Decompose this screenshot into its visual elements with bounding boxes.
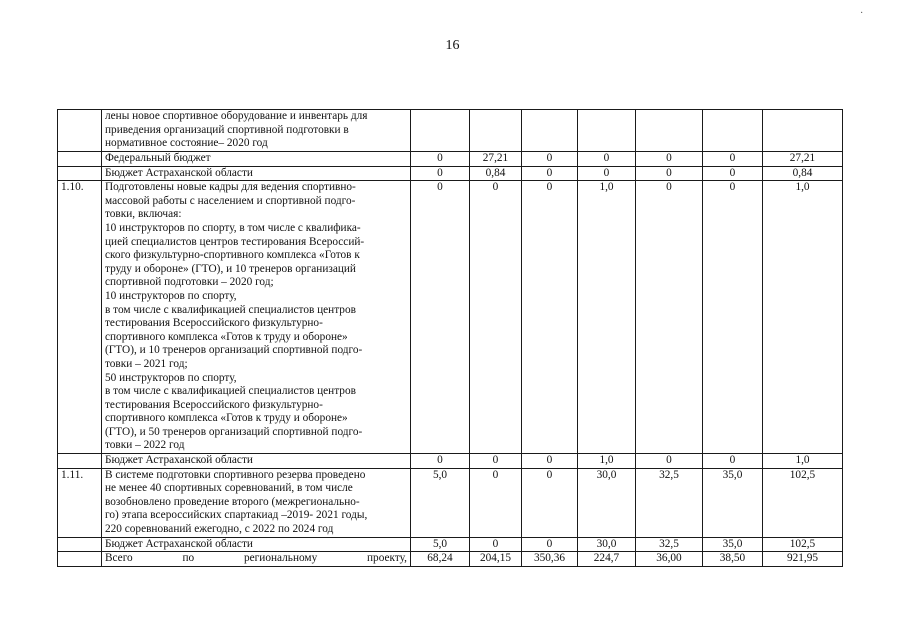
cell-value: 0 <box>703 152 763 167</box>
description-line: Бюджет Астраханской области <box>105 537 253 550</box>
cell-value <box>522 110 578 152</box>
cell-value: 0,84 <box>763 166 843 181</box>
cell-value: 0 <box>522 152 578 167</box>
description-line: Подготовлены новые кадры для ведения спортивно- <box>105 181 356 194</box>
cell-value: 0 <box>411 454 470 469</box>
description-line: в том числе с квалификацией специалистов центров <box>105 385 356 398</box>
cell-value <box>470 110 522 152</box>
description-line: 50 инструкторов по спорту, <box>105 371 237 384</box>
cell-value: 1,0 <box>578 454 636 469</box>
cell-description <box>102 152 411 167</box>
cell-value: 5,0 <box>411 537 470 552</box>
description-line: возобновлено проведение второго (межрегионально- <box>105 495 360 508</box>
description-line: Бюджет Астраханской области <box>105 166 253 179</box>
cell-value: 38,50 <box>703 552 763 567</box>
cell-description <box>102 166 411 181</box>
cell-description <box>102 181 411 454</box>
cell-value: 1,0 <box>763 454 843 469</box>
table-row-item-1-10 <box>58 181 843 454</box>
cell-number <box>58 537 102 552</box>
description-line: 10 инструкторов по спорту, в том числе с квалифика- <box>105 221 361 234</box>
cell-value: 0 <box>636 181 703 454</box>
cell-number <box>58 166 102 181</box>
cell-value: 35,0 <box>703 537 763 552</box>
cell-number <box>58 552 102 567</box>
cell-value: 0 <box>522 181 578 454</box>
description-line: труду и обороне» (ГТО), и 10 тренеров организаций <box>105 262 356 275</box>
description-line: нормативное состояние– 2020 год <box>105 137 268 150</box>
cell-value: 0 <box>470 454 522 469</box>
cell-value: 0,84 <box>470 166 522 181</box>
description-line: тестирования Всероссийского физкультурно- <box>105 317 323 330</box>
cell-value: 350,36 <box>522 552 578 567</box>
cell-value: 0 <box>636 166 703 181</box>
total-word: проекту, <box>367 552 407 565</box>
cell-value: 1,0 <box>578 181 636 454</box>
table-row-total <box>58 552 843 567</box>
cell-value: 0 <box>470 537 522 552</box>
cell-value: 30,0 <box>578 537 636 552</box>
cell-description <box>102 537 411 552</box>
cell-value: 0 <box>411 181 470 454</box>
cell-value: 0 <box>470 468 522 537</box>
cell-value: 36,00 <box>636 552 703 567</box>
description-line: массовой работы с населением и спортивной подго- <box>105 194 356 207</box>
cell-number: 1.11. <box>58 468 102 537</box>
cell-number <box>58 454 102 469</box>
cell-value <box>636 110 703 152</box>
description-line: спортивной подготовки – 2020 год; <box>105 276 274 289</box>
cell-value: 32,5 <box>636 537 703 552</box>
description-line: товки – 2021 год; <box>105 357 188 370</box>
description-line: В системе подготовки спортивного резерва проведено <box>105 468 366 481</box>
cell-value: 0 <box>578 152 636 167</box>
total-word: региональному <box>244 552 318 565</box>
cell-value: 68,24 <box>411 552 470 567</box>
cell-value: 0 <box>703 454 763 469</box>
description-line: Федеральный бюджет <box>105 152 211 164</box>
cell-value: 27,21 <box>470 152 522 167</box>
description-line: приведения организаций спортивной подготовки в <box>105 123 349 136</box>
cell-description <box>102 552 411 567</box>
table-row-federal-budget <box>58 152 843 167</box>
cell-value: 35,0 <box>703 468 763 537</box>
cell-value: 32,5 <box>636 468 703 537</box>
cell-value: 0 <box>411 152 470 167</box>
cell-value: 0 <box>522 537 578 552</box>
description-line: товки, включая: <box>105 208 182 221</box>
description-line: спортивного комплекса «Готов к труду и обороне» <box>105 330 348 343</box>
cell-value: 0 <box>522 454 578 469</box>
table-row-regional-budget <box>58 537 843 552</box>
cell-value: 0 <box>470 181 522 454</box>
corner-mark: · <box>860 8 864 19</box>
description-line: товки – 2022 год <box>105 439 185 452</box>
total-word: по <box>182 552 195 565</box>
cell-value: 0 <box>636 454 703 469</box>
cell-number <box>58 110 102 152</box>
cell-value: 224,7 <box>578 552 636 567</box>
cell-value: 102,5 <box>763 537 843 552</box>
table-row-continuation <box>58 110 843 152</box>
page-number: 16 <box>445 38 460 53</box>
description-line: 220 соревнований ежегодно, с 2022 по 2024 год <box>105 523 334 536</box>
description-line: не менее 40 спортивных соревнований, в том числе <box>105 482 353 495</box>
cell-description <box>102 468 411 537</box>
table-row-regional-budget <box>58 166 843 181</box>
description-line: 10 инструкторов по спорту, <box>105 289 237 302</box>
cell-value: 0 <box>636 152 703 167</box>
description-line: (ГТО), и 10 тренеров организаций спортивной подго- <box>105 344 363 357</box>
cell-value: 0 <box>411 166 470 181</box>
total-label <box>105 552 407 566</box>
table-row-item-1-11 <box>58 468 843 537</box>
cell-value <box>763 110 843 152</box>
cell-value <box>578 110 636 152</box>
cell-value: 0 <box>703 181 763 454</box>
cell-value: 0 <box>522 468 578 537</box>
cell-value: 921,95 <box>763 552 843 567</box>
description-line: тестирования Всероссийского физкультурно- <box>105 398 323 411</box>
cell-value: 0 <box>578 166 636 181</box>
cell-value: 1,0 <box>763 181 843 454</box>
cell-value: 27,21 <box>763 152 843 167</box>
total-word: Всего <box>105 552 133 565</box>
cell-value <box>411 110 470 152</box>
description-line: цией специалистов центров тестирования Всероссий- <box>105 235 365 248</box>
description-line: ского физкультурно-спортивного комплекса «Готов к <box>105 249 360 262</box>
cell-value: 102,5 <box>763 468 843 537</box>
description-line: лены новое спортивное оборудование и инвентарь для <box>105 110 368 122</box>
cell-value <box>703 110 763 152</box>
description-line: го) этапа всероссийских спартакиад –2019- 2021 годы, <box>105 509 368 522</box>
cell-value: 0 <box>522 166 578 181</box>
cell-description <box>102 454 411 469</box>
cell-number: 1.10. <box>58 181 102 454</box>
cell-value: 0 <box>703 166 763 181</box>
description-line: (ГТО), и 50 тренеров организаций спортивной подго- <box>105 425 363 438</box>
cell-value: 5,0 <box>411 468 470 537</box>
description-line: Бюджет Астраханской области <box>105 454 253 467</box>
description-line: в том числе с квалификацией специалистов центров <box>105 303 356 316</box>
table-row-regional-budget <box>58 454 843 469</box>
cell-value: 204,15 <box>470 552 522 567</box>
cell-value: 30,0 <box>578 468 636 537</box>
cell-number <box>58 152 102 167</box>
budget-table <box>57 109 843 567</box>
description-line: спортивного комплекса «Готов к труду и обороне» <box>105 412 348 425</box>
cell-description <box>102 110 411 152</box>
